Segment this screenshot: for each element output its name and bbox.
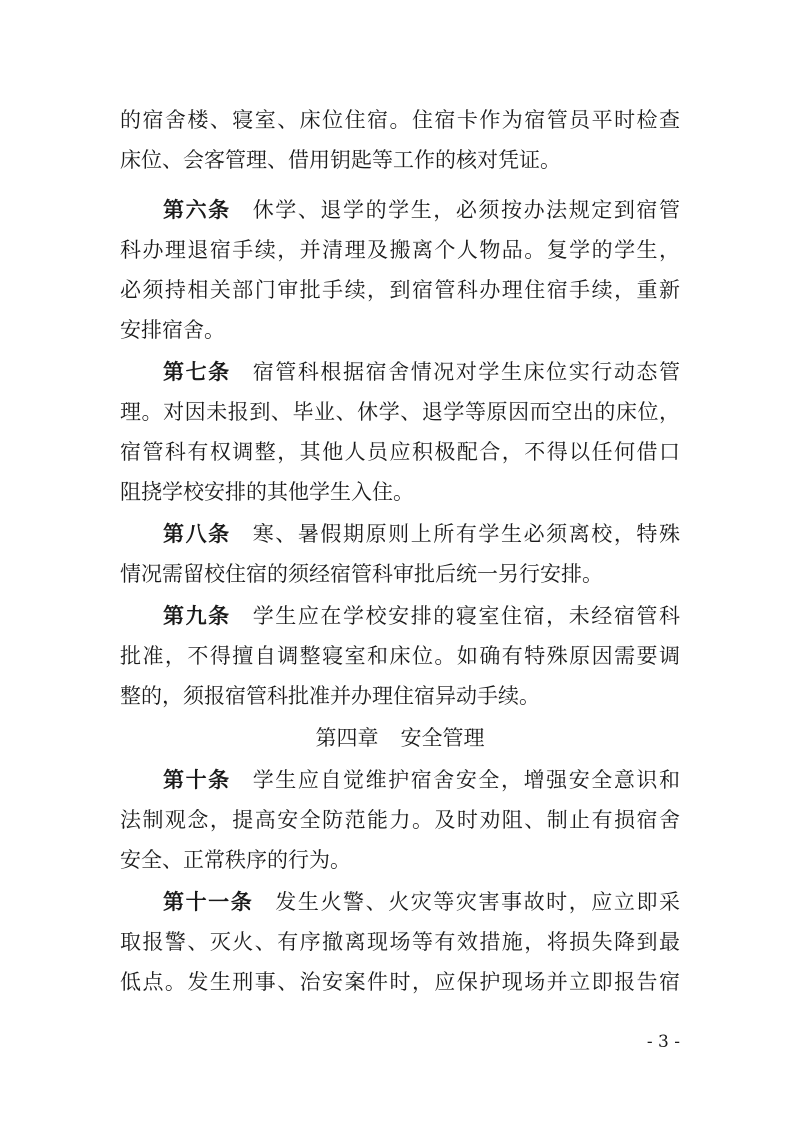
text-line: 必须持相关部门审批手续，到宿管科办理住宿手续，重新 bbox=[120, 278, 680, 302]
article-9-text: 学生应在学校安排的寝室住宿，未经宿管科 bbox=[252, 604, 681, 628]
article-6-text: 休学、退学的学生，必须按办法规定到宿管 bbox=[252, 198, 681, 222]
article-11-label: 第十一条 bbox=[163, 890, 254, 914]
text-line: 批准，不得擅自调整寝室和床位。如确有特殊原因需要调 bbox=[120, 644, 680, 668]
text-line: 理。对因未报到、毕业、休学、退学等原因而空出的床位， bbox=[120, 400, 680, 424]
article-10-line bbox=[163, 760, 680, 800]
chapter-number: 第四章 bbox=[315, 726, 379, 750]
article-6-line bbox=[163, 190, 680, 230]
article-6-label: 第六条 bbox=[163, 198, 231, 222]
text-line: 情况需留校住宿的须经宿管科审批后统一另行安排。 bbox=[120, 562, 603, 586]
text-line: 阻挠学校安排的其他学生入住。 bbox=[120, 480, 414, 504]
text-line: 科办理退宿手续，并清理及搬离个人物品。复学的学生， bbox=[120, 238, 680, 262]
text-line: 宿管科有权调整，其他人员应积极配合，不得以任何借口 bbox=[120, 440, 680, 464]
article-8-text: 寒、暑假期原则上所有学生必须离校，特殊 bbox=[252, 522, 681, 546]
text-line: 安排宿舍。 bbox=[120, 318, 225, 342]
chapter-title: 安全管理 bbox=[400, 726, 485, 750]
article-7-line bbox=[163, 352, 680, 392]
article-10-text: 学生应自觉维护宿舍安全，增强安全意识和 bbox=[252, 768, 681, 792]
article-7-text: 宿管科根据宿舍情况对学生床位实行动态管 bbox=[252, 360, 681, 384]
article-10-label: 第十条 bbox=[163, 768, 231, 792]
article-9-label: 第九条 bbox=[163, 604, 231, 628]
article-9-line bbox=[163, 596, 680, 636]
article-11-text: 发生火警、火灾等灾害事故时，应立即采 bbox=[275, 890, 681, 914]
article-8-line bbox=[163, 514, 680, 554]
text-line: 安全、正常秩序的行为。 bbox=[120, 848, 351, 872]
article-7-label: 第七条 bbox=[163, 360, 231, 384]
text-line: 的宿舍楼、寝室、床位住宿。住宿卡作为宿管员平时检查 bbox=[120, 108, 680, 132]
text-line: 整的，须报宿管科批准并办理住宿异动手续。 bbox=[120, 684, 540, 708]
article-11-line bbox=[163, 882, 680, 922]
chapter-heading bbox=[120, 718, 680, 758]
page-number: - 3 - bbox=[646, 1032, 680, 1052]
article-8-label: 第八条 bbox=[163, 522, 231, 546]
text-line: 取报警、灭火、有序撤离现场等有效措施，将损失降到最 bbox=[120, 930, 680, 954]
text-line: 低点。发生刑事、治安案件时，应保护现场并立即报告宿 bbox=[120, 970, 680, 994]
text-line: 法制观念，提高安全防范能力。及时劝阻、制止有损宿舍 bbox=[120, 808, 680, 832]
text-line: 床位、会客管理、借用钥匙等工作的核对凭证。 bbox=[120, 148, 561, 172]
